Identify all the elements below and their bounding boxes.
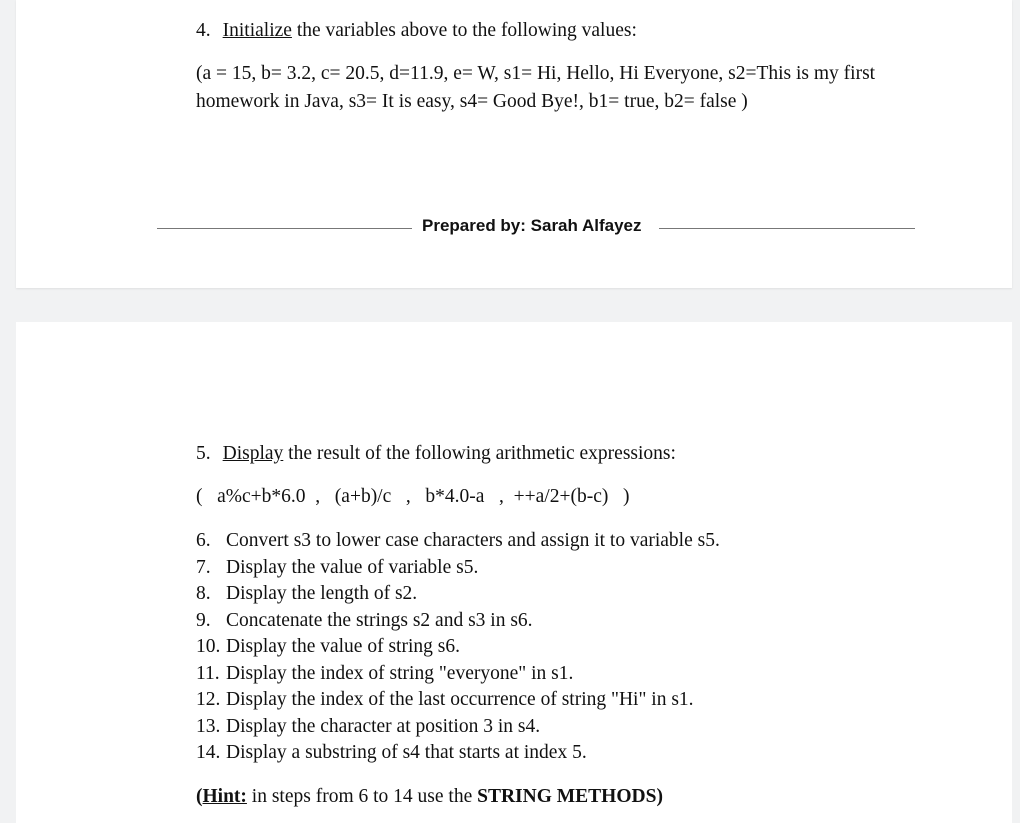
list-item [196, 530, 720, 552]
list-item-text: Display the length of s2. [226, 583, 418, 604]
list-item-text: Display the index of the last occurrence of string "Hi" in s1. [226, 689, 694, 710]
item-4-verb: Initialize [222, 20, 292, 41]
hint-close-paren: ) [656, 786, 663, 807]
list-item [196, 583, 417, 605]
document-page-2 [16, 322, 1012, 823]
list-item [196, 636, 460, 658]
list-item [196, 610, 533, 632]
item-5 [196, 443, 676, 465]
list-item-number: 6. [196, 530, 211, 551]
list-item [196, 716, 540, 738]
arithmetic-expressions: ( a%c+b*6.0 , (a+b)/c , b*4.0-a , ++a/2+(b-c) ) [196, 486, 630, 507]
list-item-number: 7. [196, 556, 211, 578]
list-item-number: 11. [196, 662, 220, 684]
list-item-text: Convert s3 to lower case characters and assign it to variable s5. [226, 530, 720, 551]
item-5-text: the result of the following arithmetic expressions: [283, 443, 676, 464]
list-item [196, 689, 694, 711]
hint-emphasis: STRING METHODS [477, 786, 657, 807]
list-item-text: Display the index of string "everyone" in s1. [226, 662, 574, 684]
list-item-number: 10. [196, 636, 221, 657]
hint-note [196, 786, 663, 808]
values-line-2: homework in Java, s3= It is easy, s4= Good Bye!, b1= true, b2= false ) [196, 91, 748, 112]
values-line-1: (a = 15, b= 3.2, c= 20.5, d=11.9, e= W, s1= Hi, Hello, Hi Everyone, s2=This is my first [196, 63, 876, 84]
item-5-number: 5. [196, 443, 211, 464]
item-4-text: the variables above to the following values: [291, 20, 637, 41]
document-page-1 [16, 0, 1012, 288]
list-item-number: 14. [196, 742, 221, 763]
item-5-verb: Display [222, 443, 284, 464]
list-item-text: Display a substring of s4 that starts at index 5. [226, 742, 587, 763]
list-item-text: Display the value of string s6. [226, 636, 460, 657]
item-4-number: 4. [196, 20, 211, 41]
left-rule [157, 228, 412, 229]
list-item-text: Display the value of variable s5. [226, 556, 479, 578]
list-item [196, 663, 573, 685]
list-item [196, 557, 478, 579]
list-item-text: Concatenate the strings s2 and s3 in s6. [226, 609, 533, 631]
hint-text: in steps from 6 to 14 use the [246, 786, 478, 807]
list-item-number: 12. [196, 689, 221, 710]
item-4 [196, 20, 637, 42]
prepared-by-text: Prepared by: Sarah Alfayez [422, 216, 642, 235]
list-item [196, 742, 587, 764]
list-item-number: 9. [196, 609, 211, 631]
list-item-text: Display the character at position 3 in s4. [226, 715, 541, 737]
prepared-by-separator [157, 216, 915, 242]
hint-open-paren: ( [196, 786, 203, 807]
list-item-number: 8. [196, 583, 211, 604]
hint-label: Hint: [202, 786, 247, 807]
list-item-number: 13. [196, 715, 221, 737]
right-rule [659, 228, 915, 229]
